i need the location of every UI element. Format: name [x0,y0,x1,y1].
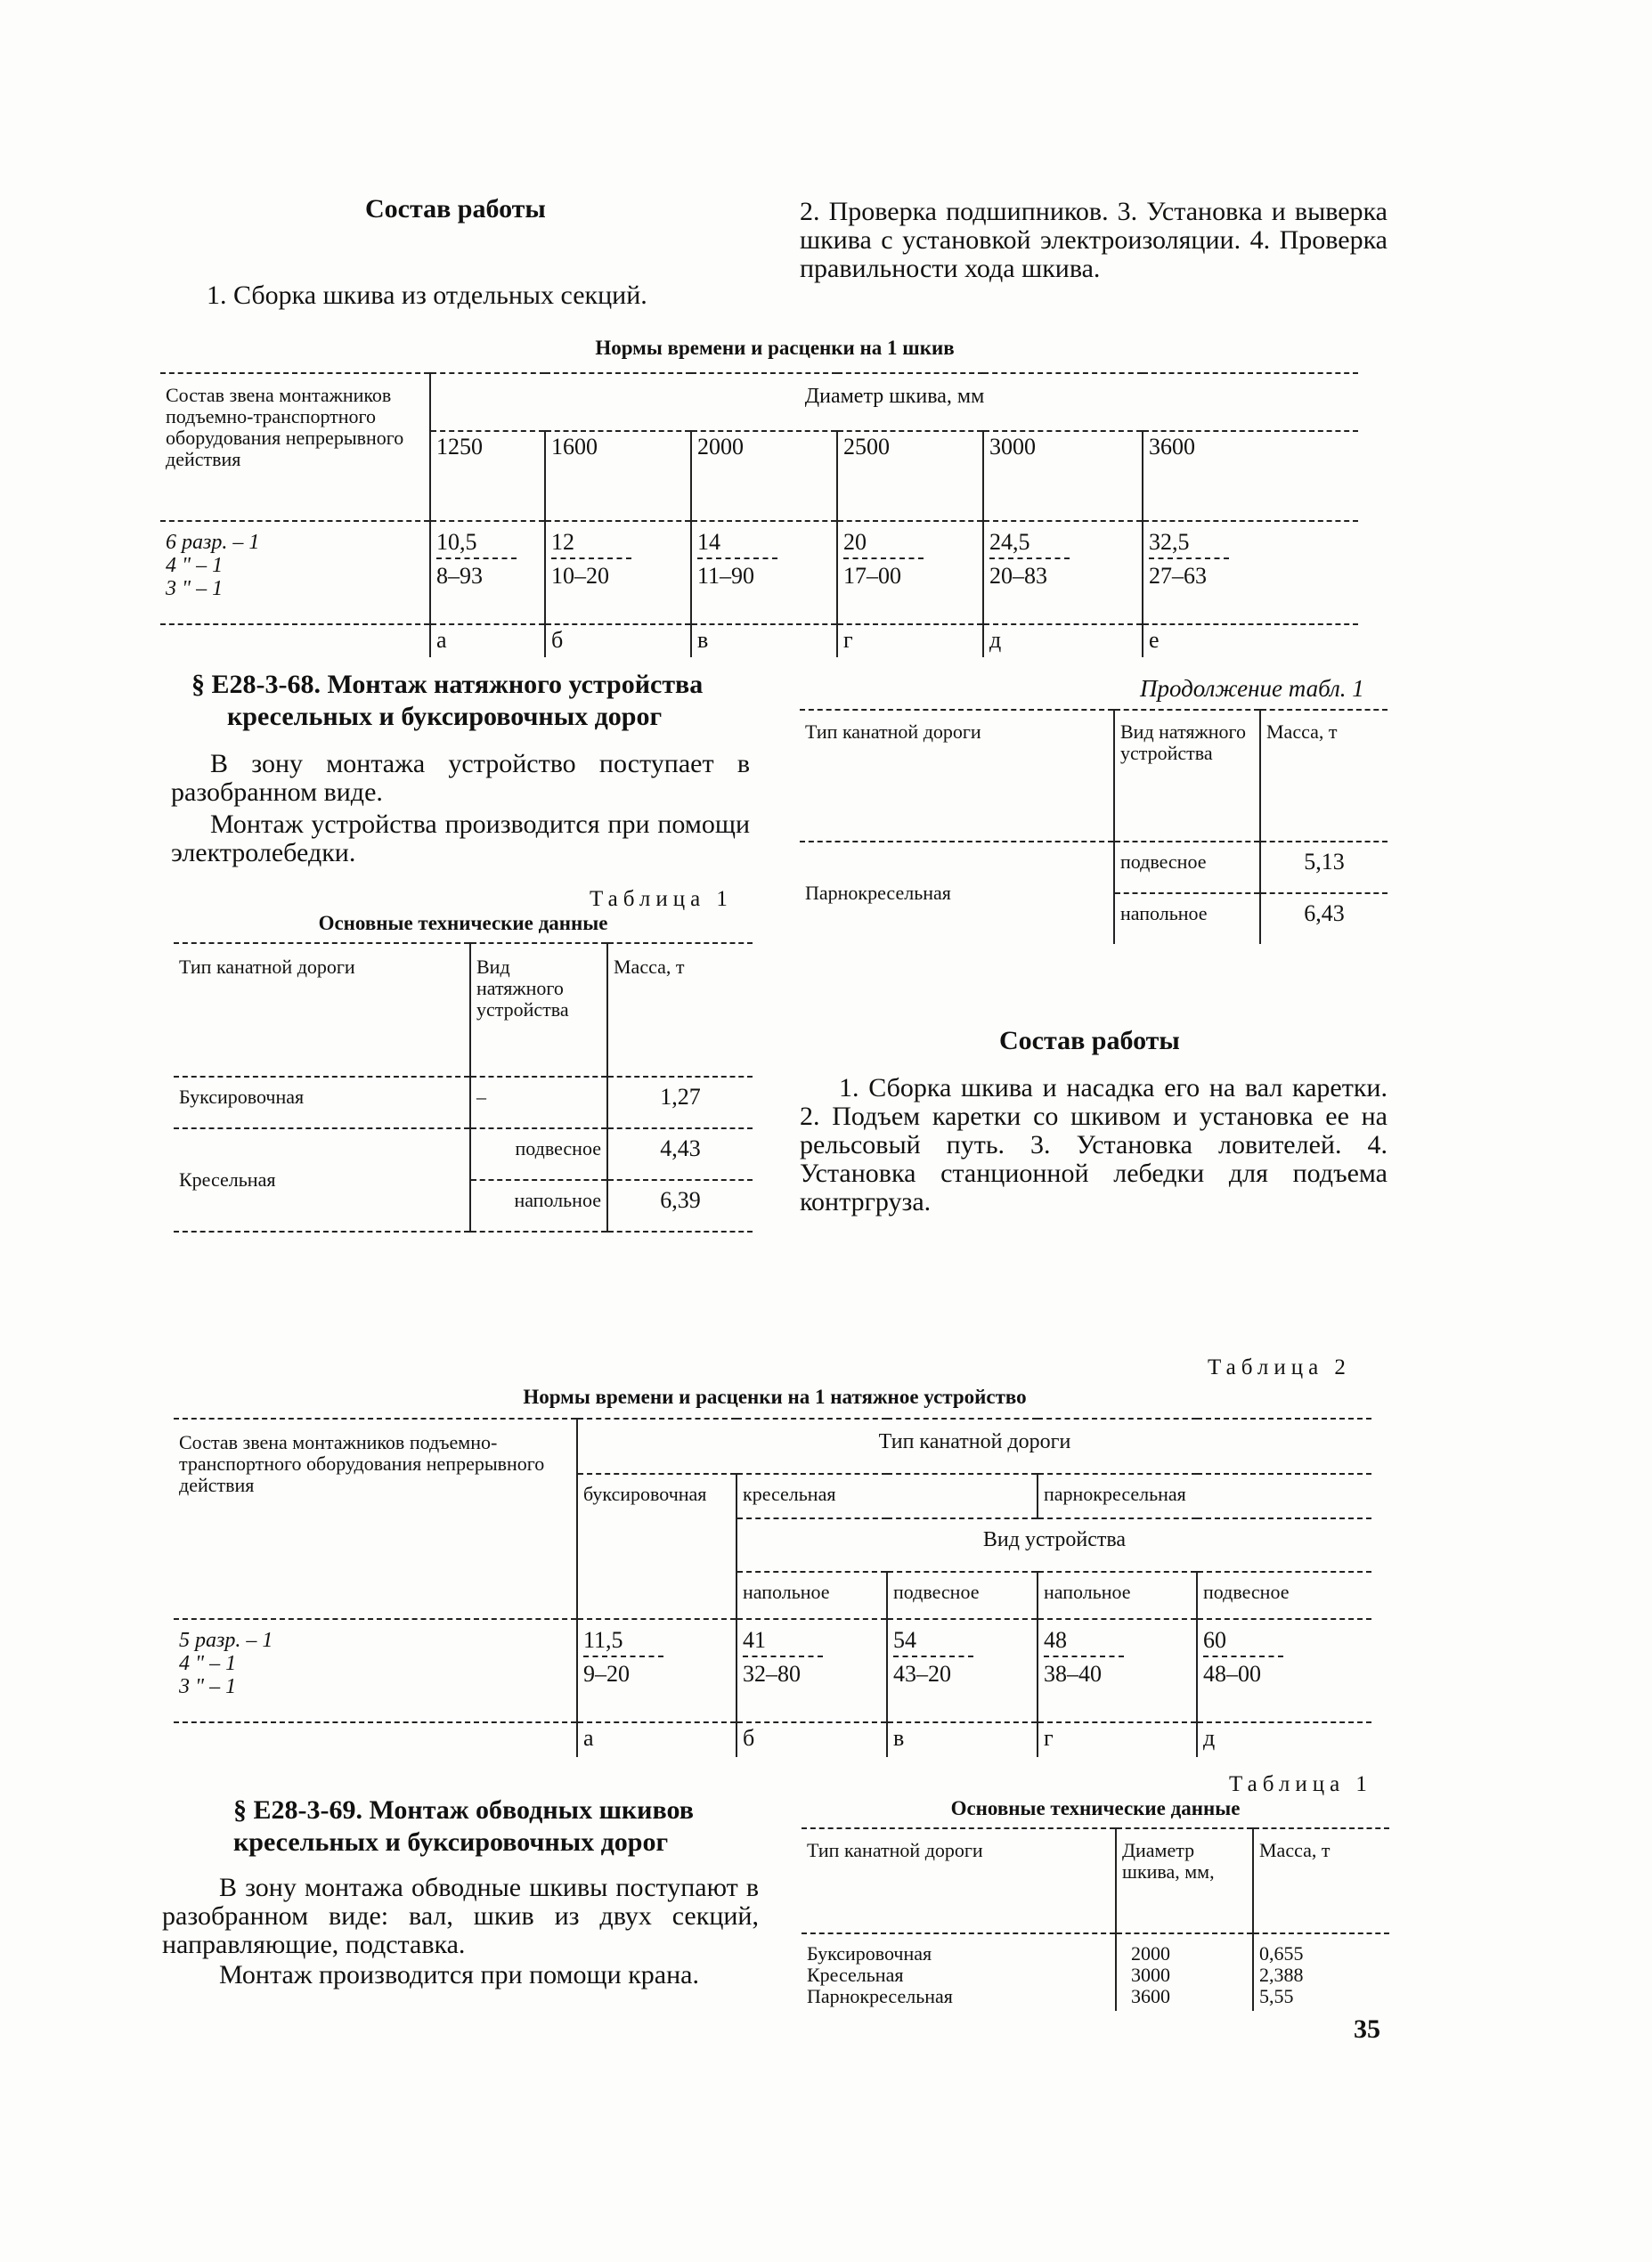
table-1c-header: Масса, т [1260,710,1388,842]
column-letter: б [545,624,691,657]
table-a-crew [160,521,430,624]
table-2-kind: напольное [736,1572,887,1619]
work-composition-2-text: 1. Сборка шкива и насадка его на вал каретки. 2. Подъем каретки со шкивом и установка ее на рельсовый путь. 3. Установка ловителей. 4. Установка станционной лебедки для подъема контргруза. [800,1073,1388,1216]
table-2 [174,1418,1371,1757]
table-2-type-tow: буксировочная [577,1474,736,1619]
table-2-caption: Нормы времени и расценки на 1 натяжное устройство [523,1386,1027,1408]
table-2-kind: напольное [1038,1572,1197,1619]
column-letter: д [983,624,1143,657]
norm-value: 60 [1203,1629,1283,1657]
norm-value: 24,5 [989,531,1070,559]
crew-line: 5 разр. – 1 [179,1629,273,1652]
price-value: 11–90 [697,563,755,589]
norm-value: 10,5 [436,531,517,559]
table-a-letter-blank [160,624,430,657]
table-2-letter-blank [174,1722,577,1757]
section-69-title-line2: кресельных и буксировочных дорог [233,1827,669,1857]
table-1c-kind: подвесное [1114,842,1260,893]
crew-line: 4 " – 1 [166,554,224,577]
column-letter: е [1149,627,1160,653]
table-1-caption: Основные технические данные [318,912,608,934]
norm-value: 41 [743,1629,823,1657]
column-letter: д [1203,1725,1216,1751]
table-1-header: Вид натяжного устройства [470,943,607,1077]
table-a [160,372,1358,657]
table-1-kind: – [470,1077,607,1128]
column-letter: а [577,1722,736,1757]
work-composition-items2-4: 2. Проверка подшипников. 3. Установка и выверка шкива с установкой электроизоляции. 4. Проверка правильности хода шкива. [800,197,1388,283]
table-1c-header: Тип канатной дороги [800,710,1114,842]
table-2-type-chair: кресельная [736,1474,1038,1518]
norm-value: 32,5 [1149,531,1229,559]
table-1b-header: Тип канатной дороги [802,1828,1116,1933]
table-1b-diams [1116,1933,1253,2011]
table-1b-header: Масса, т [1253,1828,1389,1933]
column-letter: г [837,624,983,657]
section-68-paragraph1: В зону монтажа устройство поступает в разобранном виде. [171,749,750,807]
table-a-left-header: Состав звена монтажников подъемно-транспортного оборудования непрерывного действия [160,373,430,521]
norm-price-cell [983,521,1143,624]
section-69-title-line1: § Е28-3-69. Монтаж обводных шкивов [233,1795,694,1825]
price-value: 20–83 [989,563,1047,589]
section-68-paragraph2: Монтаж устройства производится при помощи электролебедки. [171,810,750,867]
work-composition-item1: 1. Сборка шкива из отдельных секций. [207,281,647,310]
price-value: 48–00 [1203,1661,1261,1687]
table-1b-mass: 5,55 [1259,1985,1294,2007]
table-1-mass: 4,43 [607,1128,753,1180]
table-1-mass: 6,39 [607,1180,753,1232]
table-1b-caption: Основные технические данные [950,1797,1241,1819]
table-1b-diam: 2000 [1131,1942,1170,1965]
norm-price-cell [430,521,545,624]
price-value: 10–20 [551,563,609,589]
table-1b-header: Диаметр шкива, мм, [1116,1828,1253,1933]
table-2-label: Таблица 2 [1208,1355,1351,1379]
table-1b-label: Таблица 1 [1229,1772,1372,1796]
section-68-title-line1: § Е28-3-68. Монтаж натяжного устройства [191,670,704,699]
crew-line: 6 разр. – 1 [166,531,260,554]
column-letter: а [430,624,545,657]
table-1-continuation-label: Продолжение табл. 1 [1140,675,1364,702]
norm-value: 12 [551,531,631,559]
norm-value: 48 [1044,1629,1124,1657]
table-1-header: Тип канатной дороги [174,943,470,1077]
table-2-type-pair: парнокресельная [1038,1474,1371,1518]
diameter-header: 2000 [691,431,837,521]
price-value: 43–20 [893,1661,951,1687]
table-1-type: Кресельная [174,1128,470,1232]
crew-line: 3 " – 1 [179,1675,237,1698]
work-composition-2-heading: Состав работы [999,1026,1180,1055]
price-value: 17–00 [843,563,901,589]
table-1b [802,1827,1389,2011]
table-1-kind: подвесное [470,1128,607,1180]
norm-value: 14 [697,531,777,559]
table-1-label: Таблица 1 [590,887,733,911]
table-1b-mass: 2,388 [1259,1964,1304,1986]
diameter-header: 2500 [837,431,983,521]
table-1c-type: Парнокресельная [800,842,1114,944]
table-1b-type: Буксировочная [807,1942,932,1965]
norm-value: 54 [893,1629,973,1657]
price-value: 8–93 [436,563,483,589]
table-1 [174,942,753,1233]
work-composition-heading: Состав работы [365,194,546,224]
norm-price-cell [837,521,983,624]
table-2-left-header: Состав звена монтажников подъемно-транспортного оборудования непрерывного действия [174,1419,577,1572]
diameter-header: 3600 [1143,431,1358,521]
norm-price-cell [577,1619,736,1722]
table-1b-type: Парнокресельная [807,1985,953,2007]
table-1c-mass: 5,13 [1260,842,1388,893]
table-1b-diam: 3600 [1131,1985,1170,2007]
table-1c-header: Вид натяжного устройства [1114,710,1260,842]
norm-price-cell [691,521,837,624]
diameter-header: 1600 [545,431,691,521]
table-1-kind: напольное [470,1180,607,1232]
table-1b-types [802,1933,1116,2011]
price-value: 27–63 [1149,563,1207,589]
price-value: 32–80 [743,1661,801,1687]
table-1-mass: 1,27 [607,1077,753,1128]
norm-price-cell [545,521,691,624]
table-2-kind: подвесное [1197,1572,1371,1619]
table-1c-mass: 6,43 [1304,900,1345,926]
norm-value: 20 [843,531,924,559]
norm-price-cell [736,1619,887,1722]
diameter-header: 3000 [983,431,1143,521]
table-2-left-blank [174,1572,577,1619]
table-1b-masses [1253,1933,1389,2011]
table-1-type: Буксировочная [174,1077,470,1128]
table-a-group-header: Диаметр шкива, мм [430,373,1358,431]
column-letter: б [736,1722,887,1757]
table-2-group-header: Тип канатной дороги [577,1419,1371,1474]
norm-price-cell [1197,1619,1371,1722]
table-1-header: Масса, т [607,943,753,1077]
price-value: 9–20 [583,1661,630,1687]
crew-line: 4 " – 1 [179,1652,237,1675]
table-1c-kind: напольное [1114,893,1260,944]
page-number: 35 [1354,2014,1380,2044]
norm-price-cell [887,1619,1038,1722]
column-letter: г [1038,1722,1197,1757]
column-letter: в [691,624,837,657]
table-2-crew [174,1619,577,1722]
table-1b-diam: 3000 [1131,1964,1170,1986]
table-1-continuation [800,709,1388,944]
price-value: 38–40 [1044,1661,1102,1687]
section-68-title-line2: кресельных и буксировочных дорог [227,702,663,731]
table-1b-type: Кресельная [807,1964,904,1986]
norm-price-cell [1143,521,1358,624]
table-2-kind: подвесное [887,1572,1038,1619]
diameter-header: 1250 [430,431,545,521]
section-69-paragraph2: Монтаж производится при помощи крана. [219,1960,699,1989]
norm-value: 11,5 [583,1629,663,1657]
table-1b-mass: 0,655 [1259,1942,1304,1965]
norm-price-cell [1038,1619,1197,1722]
column-letter: в [887,1722,1038,1757]
table-a-caption: Нормы времени и расценки на 1 шкив [595,337,955,359]
crew-line: 3 " – 1 [166,577,224,600]
table-2-kind-header: Вид устройства [736,1518,1371,1572]
section-69-paragraph1: В зону монтажа обводные шкивы поступают в разобранном виде: вал, шкив из двух секций, направляющие, подставка. [162,1873,759,1959]
